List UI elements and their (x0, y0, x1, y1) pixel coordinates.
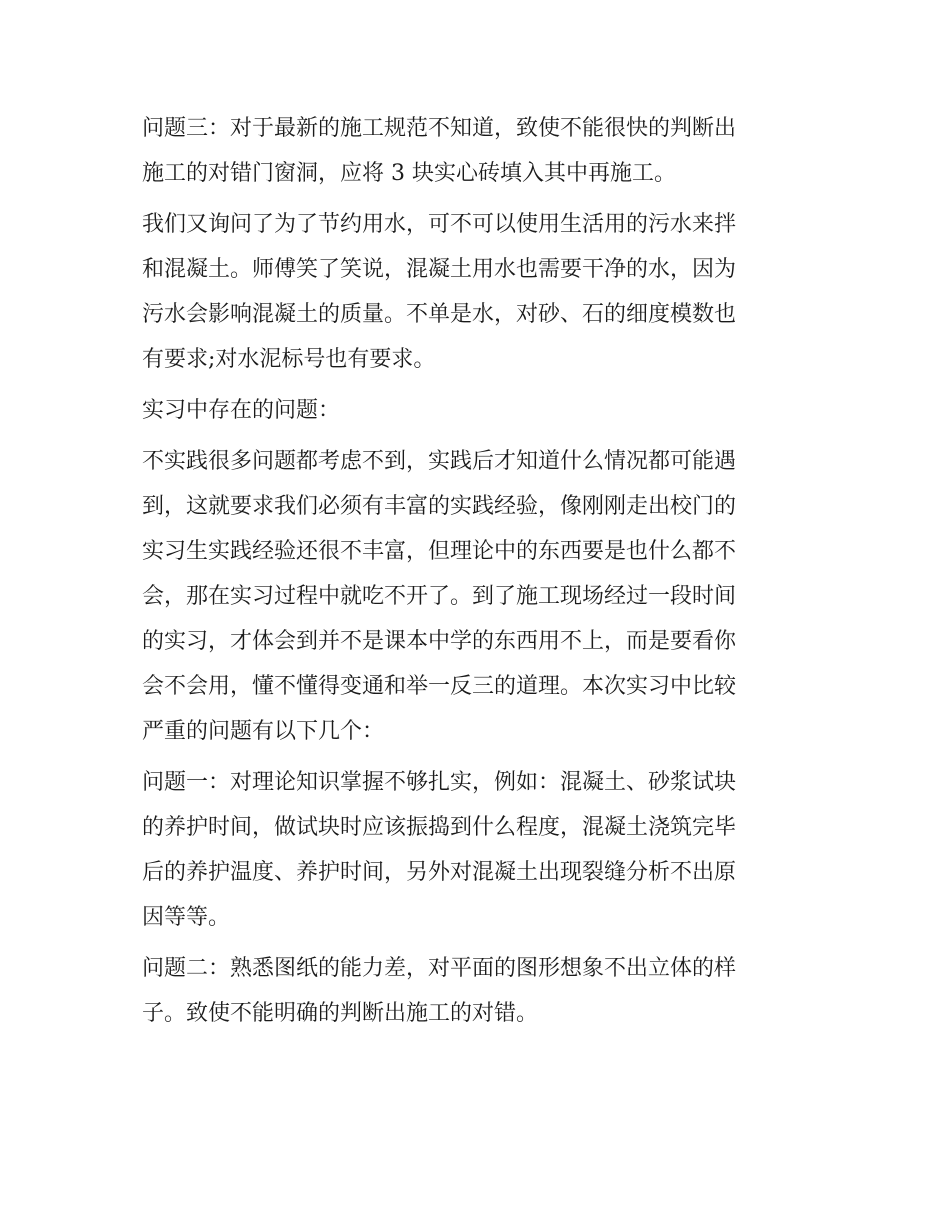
paragraph-water-question (142, 204, 814, 384)
text-line: 会不会用，懂不懂得变通和举一反三的道理。本次实习中比较 (142, 674, 737, 699)
text-line: 问题三：对于最新的施工规范不知道，致使不能很快的判断出 (142, 116, 737, 141)
text-line: 实习中存在的问题： (142, 398, 341, 423)
paragraph-problem-one (142, 762, 814, 942)
text-line: 问题二：熟悉图纸的能力差，对平面的图形想象不出立体的样 (142, 956, 737, 981)
text-line: 会，那在实习过程中就吃不开了。到了施工现场经过一段时间 (142, 584, 737, 609)
text-line: 后的养护温度、养护时间，另外对混凝土出现裂缝分析不出原 (142, 860, 737, 885)
text-line: 严重的问题有以下几个： (142, 719, 385, 744)
text-line: 我们又询问了为了节约用水，可不可以使用生活用的污水来拌 (142, 212, 737, 237)
section-heading-internship-problems (142, 390, 814, 435)
text-line: 污水会影响混凝土的质量。不单是水，对砂、石的细度模数也 (142, 302, 737, 327)
text-line: 的实习，才体会到并不是课本中学的东西用不上，而是要看你 (142, 629, 737, 654)
text-line: 到，这就要求我们必须有丰富的实践经验，像刚刚走出校门的 (142, 494, 737, 519)
text-line: 有要求;对水泥标号也有要求。 (142, 347, 436, 372)
text-line: 不实践很多问题都考虑不到，实践后才知道什么情况都可能遇 (142, 449, 737, 474)
text-line: 的养护时间，做试块时应该振捣到什么程度，混凝土浇筑完毕 (142, 815, 737, 840)
text-line: 问题一：对理论知识掌握不够扎实，例如：混凝土、砂浆试块 (142, 770, 737, 795)
text-line: 因等等。 (142, 905, 231, 930)
text-line: 和混凝土。师傅笑了笑说，混凝土用水也需要干净的水，因为 (142, 257, 737, 282)
paragraph-problem-three (142, 108, 814, 198)
text-line: 子。致使不能明确的判断出施工的对错。 (142, 1001, 539, 1026)
text-line: 实习生实践经验还很不丰富，但理论中的东西要是也什么都不 (142, 539, 737, 564)
paragraph-problem-two (142, 948, 814, 1038)
paragraph-practice (142, 441, 814, 756)
text-line: 施工的对错门窗洞，应将 3 块实心砖填入其中再施工。 (142, 161, 676, 186)
document-body (142, 108, 814, 1038)
